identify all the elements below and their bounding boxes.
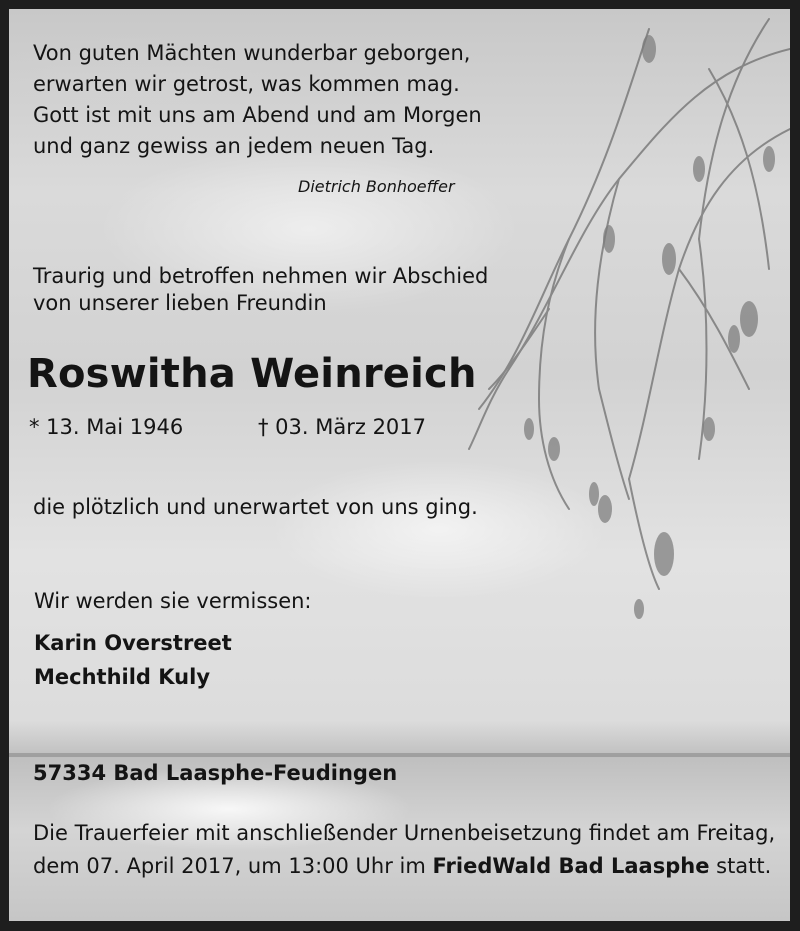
passing-text: die plötzlich und unerwartet von uns ging. bbox=[33, 495, 478, 519]
obituary-notice bbox=[9, 9, 790, 921]
mourners-heading: Wir werden sie vermissen: bbox=[34, 589, 312, 613]
poem-line: und ganz gewiss an jedem neuen Tag. bbox=[33, 134, 435, 158]
poem bbox=[33, 38, 482, 162]
intro-line: von unserer lieben Freundin bbox=[33, 291, 327, 315]
service-announcement bbox=[33, 817, 775, 883]
service-line bbox=[33, 850, 775, 883]
service-location: FriedWald Bad Laasphe bbox=[432, 854, 710, 878]
poem-author: Dietrich Bonhoeffer bbox=[298, 177, 455, 196]
death-date: † 03. März 2017 bbox=[258, 415, 427, 439]
service-date-time: dem 07. April 2017, um 13:00 Uhr im bbox=[33, 854, 433, 878]
place-of-residence: 57334 Bad Laasphe-Feudingen bbox=[33, 761, 398, 785]
intro-line: Traurig und betroffen nehmen wir Abschied bbox=[33, 264, 489, 288]
mourner-name: Karin Overstreet bbox=[34, 631, 232, 655]
mourner-name: Mechthild Kuly bbox=[34, 665, 211, 689]
intro-text bbox=[33, 263, 488, 317]
deceased-name: Roswitha Weinreich bbox=[27, 351, 477, 397]
poem-line: erwarten wir getrost, was kommen mag. bbox=[33, 72, 460, 96]
service-line: Die Trauerfeier mit anschließender Urnenbeisetzung findet am Freitag, bbox=[33, 821, 776, 845]
service-suffix: statt. bbox=[709, 854, 772, 878]
poem-line: Gott ist mit uns am Abend und am Morgen bbox=[33, 103, 482, 127]
birth-date: * 13. Mai 1946 bbox=[29, 415, 184, 439]
poem-line: Von guten Mächten wunderbar geborgen, bbox=[33, 41, 471, 65]
